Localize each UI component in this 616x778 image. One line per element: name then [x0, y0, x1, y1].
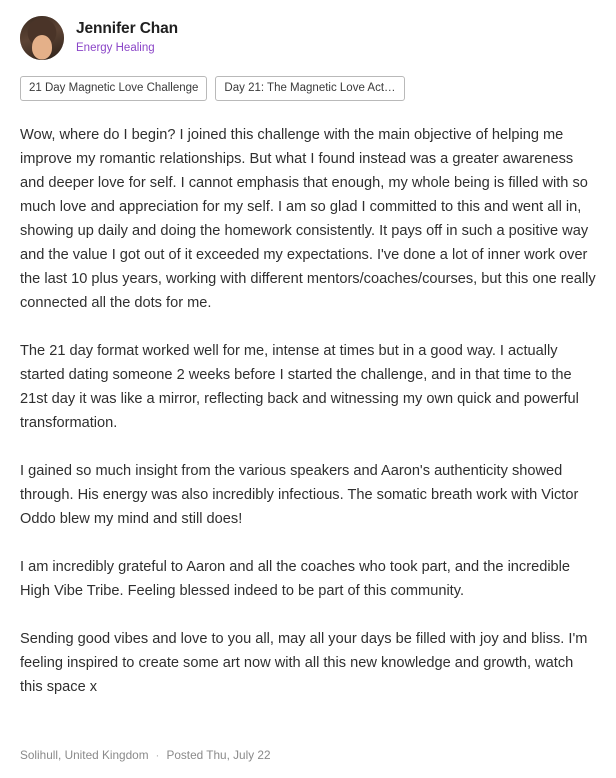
review-paragraph: Sending good vibes and love to you all, may all your days be filled with joy and bliss. I'm feeling inspired to create some art now with all this new knowledge and growth, watch this space x: [20, 631, 588, 696]
avatar[interactable]: [20, 16, 64, 60]
author-name[interactable]: Jennifer Chan: [76, 20, 179, 38]
review-paragraph: I am incredibly grateful to Aaron and all the coaches who took part, and the incredible High Vibe Tribe. Feeling blessed indeed to be part of this community.: [20, 559, 571, 600]
meta-separator: ·: [155, 748, 160, 762]
review-paragraph: The 21 day format worked well for me, intense at times but in a good way. I actually started dating someone 2 weeks before I started the challenge, and in that time to the 21st day it was like a mirror, reflecting back and witnessing my own quick and powerful transformation.: [20, 343, 579, 432]
tag-chip-list: [20, 76, 596, 101]
review-paragraph: I gained so much insight from the various speakers and Aaron's authenticity showed through. His energy was also incredibly infectious. The somatic breath work with Victor Oddo blew my mind and still does!: [20, 463, 579, 528]
review-paragraph: Wow, where do I begin? I joined this challenge with the main objective of helping me improve my romantic relationships. But what I found instead was a greater awareness and deeper love for self. I cannot emphasis that enough, my whole being is filled with so much love and appreciation for my self. I am so glad I committed to this and went all in, showing up daily and doing the homework consistently. It pays off in such a positive way and the value I got out of it exceeded my expectations. I've done a lot of inner work over the last 10 plus years, working with different mentors/coaches/courses, but this one really connected all the dots for me.: [20, 127, 596, 312]
review-location: Solihull, United Kingdom: [20, 748, 149, 762]
avatar-face-icon: [32, 35, 52, 59]
tag-chip-challenge[interactable]: 21 Day Magnetic Love Challenge: [20, 76, 207, 101]
author-header: [20, 16, 596, 60]
review-body: [20, 123, 596, 699]
author-text: [76, 20, 178, 55]
review-meta: [20, 748, 271, 762]
author-subtitle[interactable]: Energy Healing: [76, 41, 155, 54]
review-posted-date: Posted Thu, July 22: [166, 748, 271, 762]
tag-chip-day[interactable]: Day 21: The Magnetic Love Act…: [215, 76, 404, 101]
